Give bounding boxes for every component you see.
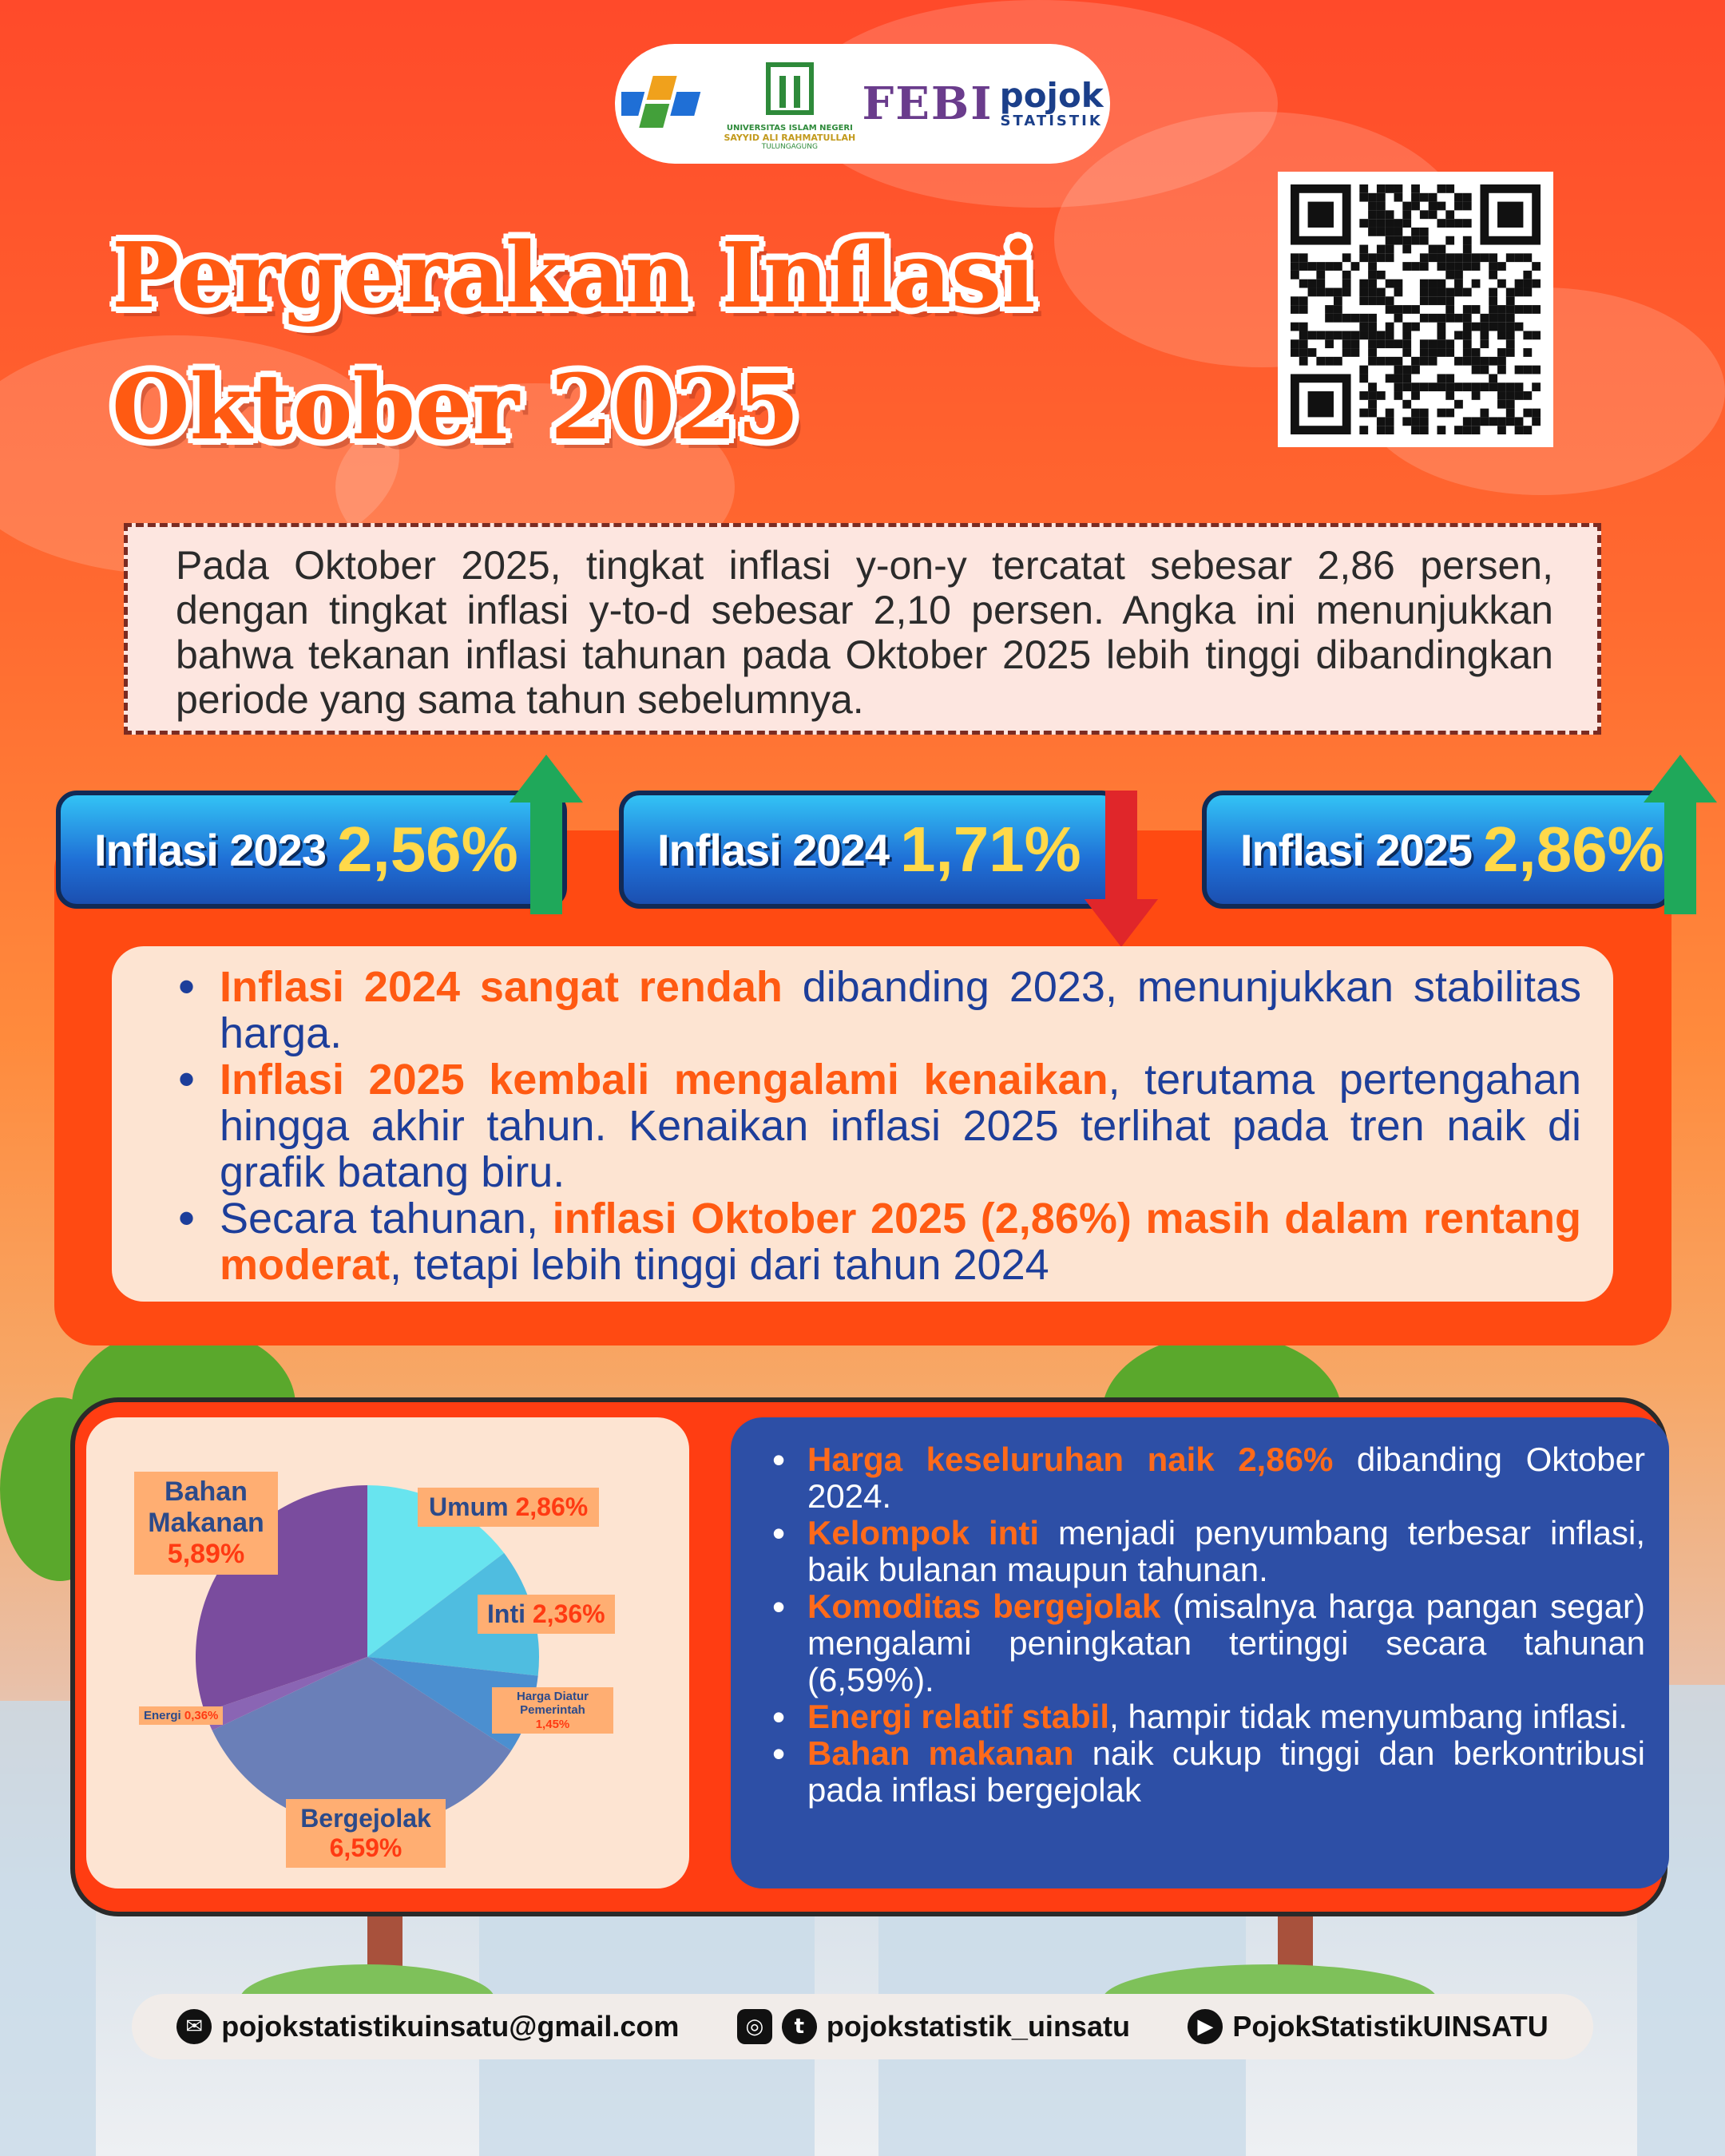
info-card (731, 1417, 1669, 1888)
highlight-text: Harga keseluruhan naik 2,86% (807, 1441, 1334, 1478)
pie-label-name: Energi (144, 1709, 181, 1722)
pojok-statistik-logo (999, 75, 1104, 129)
contact-footer (132, 1994, 1593, 2059)
list-item (807, 1588, 1645, 1698)
pie-label-value: 5,89% (167, 1539, 245, 1570)
highlight-text: Energi relatif stabil (807, 1698, 1110, 1735)
pie-chart-card (86, 1417, 689, 1888)
highlight-text: Kelompok inti (807, 1514, 1039, 1552)
pie-label-value: 1,45% (535, 1717, 570, 1731)
pie-label-name: Umum (429, 1492, 509, 1521)
arrow-up-icon (510, 755, 583, 914)
youtube-icon: ▶ (1188, 2009, 1223, 2044)
page-title-line1: Pergerakan Inflasi (112, 224, 1036, 328)
pie-label-name: Harga Diatur Pemerintah (516, 1690, 589, 1718)
inflation-value: 2,86% (1482, 814, 1664, 885)
pie-label-bahan-makanan (134, 1472, 278, 1575)
logo-bar (615, 44, 1110, 164)
list-item (220, 1195, 1581, 1288)
pojok-logo-text: pojok (999, 75, 1104, 115)
pie-label-umum (418, 1488, 599, 1527)
list-item (807, 1698, 1645, 1735)
highlight-text: Inflasi 2024 sangat rendah (220, 963, 783, 1011)
list-item (807, 1441, 1645, 1515)
pie-label-value: 2,36% (532, 1599, 605, 1628)
intro-box (124, 523, 1601, 735)
febi-logo: FEBI (862, 77, 993, 130)
pie-label-value: 0,36% (184, 1709, 219, 1722)
university-line1: UNIVERSITAS ISLAM NEGERI (726, 124, 853, 133)
pie-label-inti (478, 1595, 615, 1634)
instagram-icon: ◎ (737, 2009, 772, 2044)
pie-label-bergejolak (286, 1799, 446, 1868)
pie-label-value: 2,86% (515, 1492, 589, 1521)
social-handle-text: pojokstatistik_uinsatu (826, 2010, 1130, 2043)
mail-icon: ✉ (176, 2009, 212, 2044)
youtube-handle-text: PojokStatistikUINSATU (1232, 2010, 1549, 2043)
tumblr-icon: t (782, 2009, 817, 2044)
pie-label-harga-diatur (492, 1687, 613, 1734)
inflation-card-2024 (619, 791, 1122, 909)
arrow-up-icon (1644, 755, 1717, 914)
body-text: menjadi penyumbang terbesar inflasi, baik bulanan maupun tahunan. (807, 1514, 1645, 1588)
body-text: (misalnya harga pangan segar) mengalami peningkatan tertinggi secara tahunan (6,59%). (807, 1587, 1645, 1698)
social-contact[interactable] (737, 2009, 1130, 2044)
qr-code-icon (1291, 184, 1541, 434)
body-text: , tetapi lebih tinggi dari tahun 2024 (390, 1241, 1049, 1289)
inflation-label: Inflasi 2025 (1240, 824, 1472, 875)
highlight-text: inflasi Oktober 2025 (2,86%) masih dalam rentang moderat (220, 1195, 1581, 1289)
inflation-label: Inflasi 2023 (94, 824, 326, 875)
arrow-down-icon (1085, 791, 1158, 947)
youtube-contact[interactable] (1188, 2009, 1548, 2044)
bps-logo-icon (621, 60, 717, 148)
email-contact[interactable] (176, 2009, 679, 2044)
highlight-text: Bahan makanan (807, 1734, 1074, 1772)
email-text: pojokstatistikuinsatu@gmail.com (221, 2010, 680, 2043)
list-item (807, 1515, 1645, 1588)
university-emblem-icon (762, 57, 818, 121)
body-text: , hampir tidak menyumbang inflasi. (1109, 1698, 1628, 1735)
qr-code[interactable] (1278, 172, 1553, 447)
inflation-value: 1,71% (899, 814, 1081, 885)
university-line2: SAYYID ALI RAHMATULLAH (724, 133, 856, 143)
pie-label-name: Bergejolak (300, 1804, 431, 1833)
inflation-label: Inflasi 2024 (657, 824, 889, 875)
list-item (220, 1056, 1581, 1195)
body-text: dibanding Oktober 2024. (807, 1441, 1645, 1515)
pie-label-name: Inti (487, 1599, 525, 1628)
pie-label-name: Bahan Makanan (148, 1476, 264, 1539)
highlight-text: Inflasi 2025 kembali mengalami kenaikan (220, 1056, 1108, 1104)
inflation-value: 2,56% (336, 814, 518, 885)
inflation-card-2023 (56, 791, 567, 909)
highlight-text: Komoditas bergejolak (807, 1587, 1161, 1625)
university-line3: TULUNGAGUNG (761, 143, 818, 151)
inflation-card-2025 (1202, 791, 1673, 909)
body-text: naik cukup tinggi dan berkontribusi pada inflasi bergejolak (807, 1734, 1645, 1809)
pie-label-energi (139, 1706, 223, 1725)
university-logo (724, 57, 855, 151)
statistik-logo-text: STATISTIK (1000, 112, 1103, 129)
summary-bullets (112, 946, 1613, 1302)
body-text: dibanding 2023, menunjukkan stabilitas harga. (220, 963, 1582, 1057)
body-text: Secara tahunan, (220, 1195, 553, 1242)
pie-label-value: 6,59% (329, 1833, 402, 1862)
body-text: , terutama pertengahan hingga akhir tahun. Kenaikan inflasi 2025 terlihat pada tren naik di grafik batang biru. (220, 1056, 1581, 1196)
page-title-line2: Oktober 2025 (112, 355, 799, 460)
list-item (807, 1735, 1645, 1809)
list-item (220, 964, 1581, 1056)
intro-text: Pada Oktober 2025, tingkat inflasi y-on-y tercatat sebesar 2,86 persen, dengan tingkat inflasi y-to-d sebesar 2,10 persen. Angka ini menunjukkan bahwa tekanan inflasi tahunan pada Oktober 2025 lebih tinggi dibandingkan periode yang sama tahun sebelumnya. (176, 543, 1553, 722)
